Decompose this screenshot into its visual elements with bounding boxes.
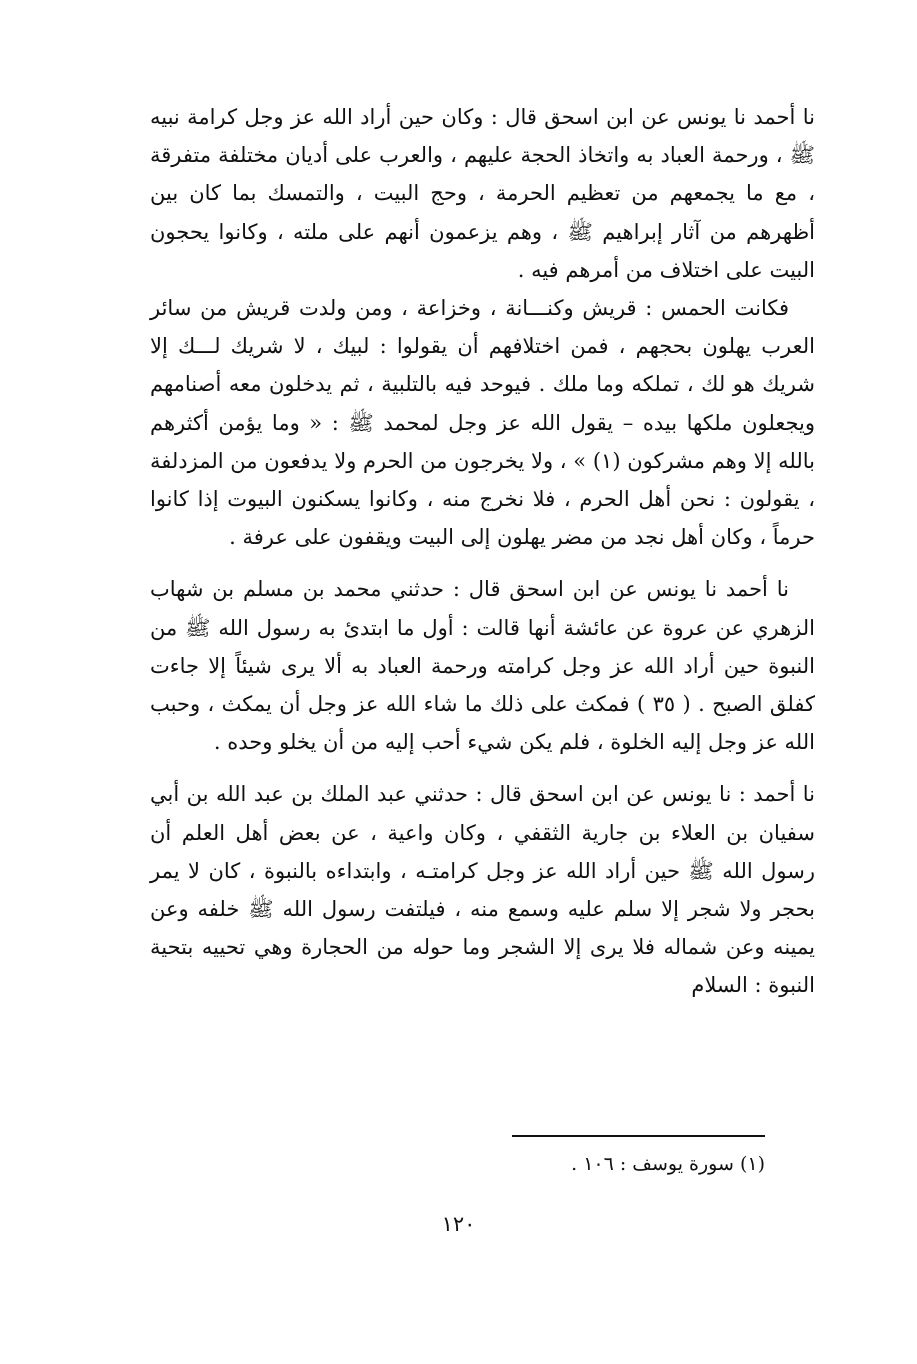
footnote: (١) سورة يوسف : ١٠٦ .	[571, 1153, 765, 1175]
footnote-divider	[512, 1135, 765, 1137]
page-number: ١٢٠	[441, 1212, 476, 1236]
paragraph-3: نا أحمد نا يونس عن ابن اسحق قال : حدثني محمد بن مسلم بن شهاب الزهري عن عروة عن عائشة أنها قالت : أول ما ابتدئ به رسول الله ﷺ من النبوة حين أراد الله عز وجل كرامته ورحمة العباد به ألا يرى شيئاً إلا جاءت كفلق الصبح . ( ٣٥ ) فمكث على ذلك ما شاء الله عز وجل أن يمكث ، وحبب الله عز وجل إليه الخلوة ، فلم يكن شيء أحب إليه من أن يخلو وحده .	[150, 577, 815, 755]
paragraph-2: فكانت الحمس : قريش وكنـــانة ، وخزاعة ، ومن ولدت قريش من سائر العرب يهلون بحجهم ، فمن اختلافهم أن يقولوا : لبيك ، لا شريك لـــك إلا شريك هو لك ، تملكه وما ملك . فيوحد فيه بالتلبية ، ثم يدخلون معه أصنامهم ويجعلون ملكها بيده – يقول الله عز وجل لمحمد ﷺ : « وما يؤمن أكثرهم بالله إلا وهم مشركون (١) » ، ولا يخرجون من الحرم ولا يدفعون من المزدلفة ، يقولون : نحن أهل الحرم ، فلا نخرج منه ، وكانوا يسكنون البيوت إذا كانوا حرماً ، وكان أهل نجد من مضر يهلون إلى البيت ويقفون على عرفة .	[150, 296, 815, 550]
paragraph-4: نا أحمد : نا يونس عن ابن اسحق قال : حدثني عبد الملك بن عبد الله بن أبي سفيان بن العلاء بن جارية الثقفي ، وكان واعية ، عن بعض أهل العلم أن رسول الله ﷺ حين أراد الله عز وجل كرامتـه ، وابتداءه بالنبوة ، كان لا يمر بحجر ولا شجر إلا سلم عليه وسمع منه ، فيلتفت رسول الله ﷺ خلفه وعن يمينه وعن شماله فلا يرى إلا الشجر وما حوله من الحجارة وهي تحييه بتحية النبوة : السلام	[150, 782, 815, 998]
main-text	[150, 98, 815, 1005]
paragraph-1: نا أحمد نا يونس عن ابن اسحق قال : وكان حين أراد الله عز وجل كرامة نبيه ﷺ ، ورحمة العباد به واتخاذ الحجة عليهم ، والعرب على أديان مختلفة متفرقة ، مع ما يجمعهم من تعظيم الحرمة ، وحج البيت ، والتمسك بما كان بين أظهرهم من آثار إبراهيم ﷺ ، وهم يزعمون أنهم على ملته ، وكانوا يحجون البيت على اختلاف من أمرهم فيه .	[150, 105, 815, 282]
